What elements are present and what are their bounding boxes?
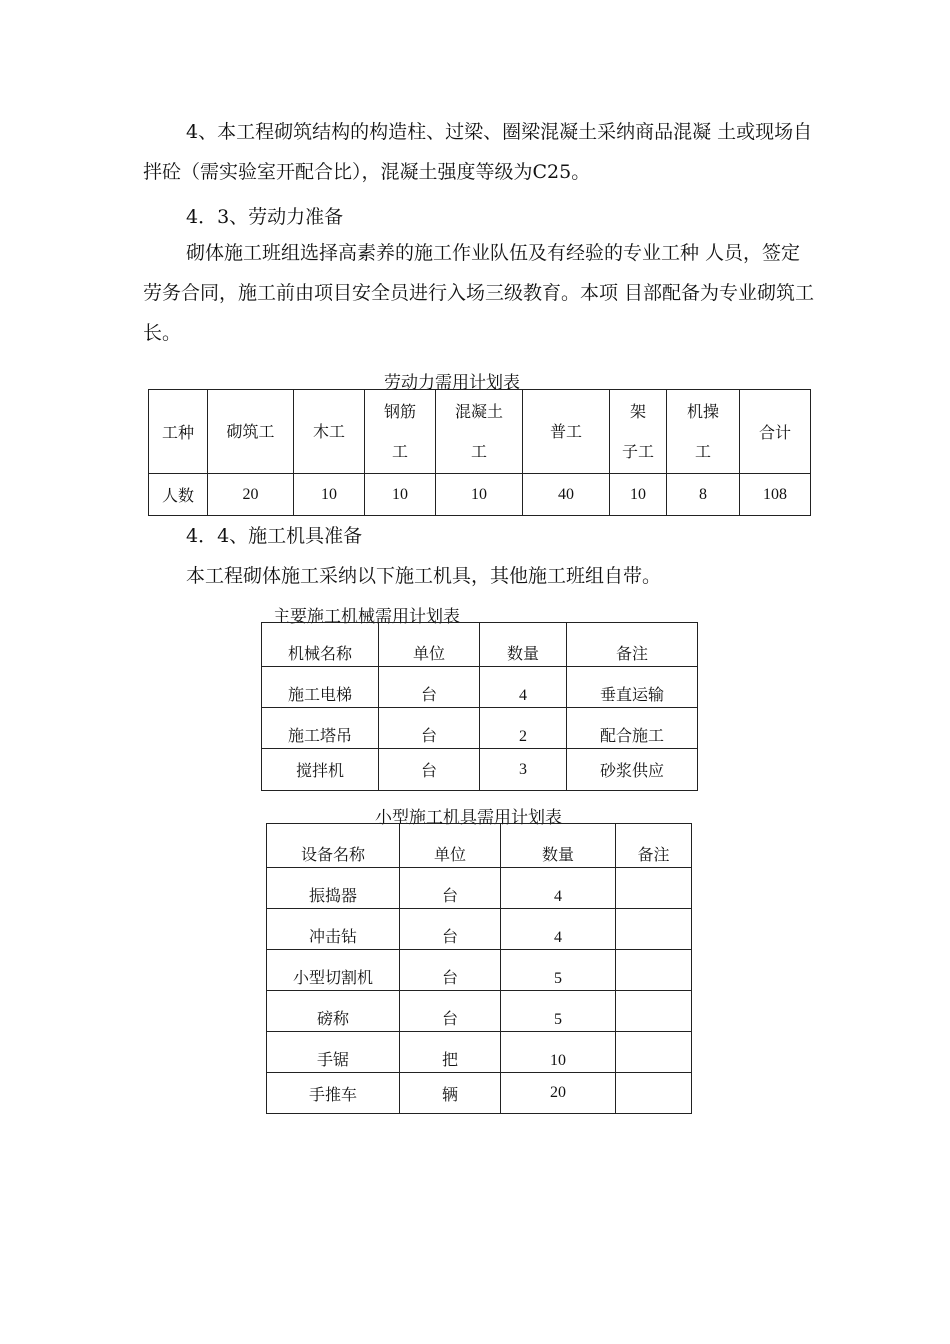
tool-note	[616, 1032, 692, 1073]
machine-name: 施工塔吊	[262, 708, 379, 749]
tool-table-row	[267, 868, 692, 909]
labor-count: 20	[208, 474, 294, 516]
paragraph-tools: 本工程砌体施工采纳以下施工机具，其他施工班组自带。	[186, 565, 662, 587]
machine-qty: 4	[480, 667, 567, 708]
labor-col-header: 砌筑工	[208, 390, 294, 474]
labor-count: 8	[667, 474, 740, 516]
machine-name: 施工电梯	[262, 667, 379, 708]
tool-qty: 4	[501, 909, 616, 950]
tool-unit: 台	[400, 991, 501, 1032]
machine-note: 配合施工	[567, 708, 698, 749]
tool-name: 冲击钻	[267, 909, 400, 950]
machine-table-row	[262, 667, 698, 708]
machine-table	[261, 622, 698, 791]
heading-4-3-labor: 4．3、劳动力准备	[186, 206, 344, 228]
tool-qty: 10	[501, 1032, 616, 1073]
tool-table-caption: 小型施工机具需用计划表	[375, 808, 562, 828]
tool-name: 磅称	[267, 991, 400, 1032]
labor-col-header: 机操 工	[667, 390, 740, 474]
labor-count: 10	[436, 474, 523, 516]
tool-header: 单位	[400, 824, 501, 868]
machine-note: 砂浆供应	[567, 749, 698, 791]
tool-table-row	[267, 1032, 692, 1073]
labor-table-header-row	[149, 390, 811, 474]
machine-unit: 台	[379, 749, 480, 791]
tool-unit: 台	[400, 909, 501, 950]
paragraph-labor: 砌体施工班组选择高素养的施工作业队伍及有经验的专业工种 人员，签定劳务合同，施工前由项目安全员进行入场三级教育。本项 目部配备为专业砌筑工长。	[143, 242, 815, 344]
labor-col-header: 木工	[294, 390, 365, 474]
machine-table-header-row	[262, 623, 698, 667]
tool-table-row	[267, 950, 692, 991]
tool-qty: 4	[501, 868, 616, 909]
tool-note	[616, 950, 692, 991]
labor-count: 10	[294, 474, 365, 516]
labor-table-caption: 劳动力需用计划表	[384, 373, 520, 393]
labor-col-header: 混凝土 工	[436, 390, 523, 474]
tool-header: 设备名称	[267, 824, 400, 868]
labor-col-header: 普工	[523, 390, 610, 474]
machine-header: 数量	[480, 623, 567, 667]
tool-note	[616, 868, 692, 909]
tool-note	[616, 909, 692, 950]
tool-qty: 5	[501, 991, 616, 1032]
tool-table-header-row	[267, 824, 692, 868]
machine-unit: 台	[379, 708, 480, 749]
tool-note	[616, 1073, 692, 1114]
tool-qty: 20	[501, 1073, 616, 1114]
heading-4-4-tools: 4．4、施工机具准备	[186, 525, 363, 547]
tool-table	[266, 823, 692, 1114]
labor-count: 10	[610, 474, 667, 516]
labor-header-label: 工种	[149, 390, 208, 474]
tool-unit: 台	[400, 868, 501, 909]
labor-row-label: 人数	[149, 474, 208, 516]
labor-count: 108	[740, 474, 811, 516]
tool-header: 备注	[616, 824, 692, 868]
tool-table-row	[267, 1073, 692, 1114]
tool-name: 手锯	[267, 1032, 400, 1073]
tool-table-row	[267, 909, 692, 950]
tool-unit: 台	[400, 950, 501, 991]
tool-name: 振捣器	[267, 868, 400, 909]
labor-col-header: 合计	[740, 390, 811, 474]
tool-unit: 把	[400, 1032, 501, 1073]
labor-count: 40	[523, 474, 610, 516]
machine-table-caption: 主要施工机械需用计划表	[273, 607, 460, 627]
machine-table-row	[262, 708, 698, 749]
tool-note	[616, 991, 692, 1032]
machine-note: 垂直运输	[567, 667, 698, 708]
machine-table-row	[262, 749, 698, 791]
tool-header: 数量	[501, 824, 616, 868]
labor-col-header: 架 子工	[610, 390, 667, 474]
machine-unit: 台	[379, 667, 480, 708]
labor-col-header: 钢筋 工	[365, 390, 436, 474]
machine-header: 备注	[567, 623, 698, 667]
tool-name: 小型切割机	[267, 950, 400, 991]
labor-count: 10	[365, 474, 436, 516]
tool-name: 手推车	[267, 1073, 400, 1114]
labor-table	[148, 389, 811, 516]
machine-header: 机械名称	[262, 623, 379, 667]
machine-header: 单位	[379, 623, 480, 667]
labor-table-count-row	[149, 474, 811, 516]
machine-qty: 3	[480, 749, 567, 791]
paragraph-concrete: 4、本工程砌筑结构的构造柱、过梁、圈梁混凝土采纳商品混凝 土或现场自拌砼（需实验室开配合比），混凝土强度等级为C25。	[143, 121, 813, 183]
tool-unit: 辆	[400, 1073, 501, 1114]
machine-qty: 2	[480, 708, 567, 749]
tool-qty: 5	[501, 950, 616, 991]
machine-name: 搅拌机	[262, 749, 379, 791]
tool-table-row	[267, 991, 692, 1032]
